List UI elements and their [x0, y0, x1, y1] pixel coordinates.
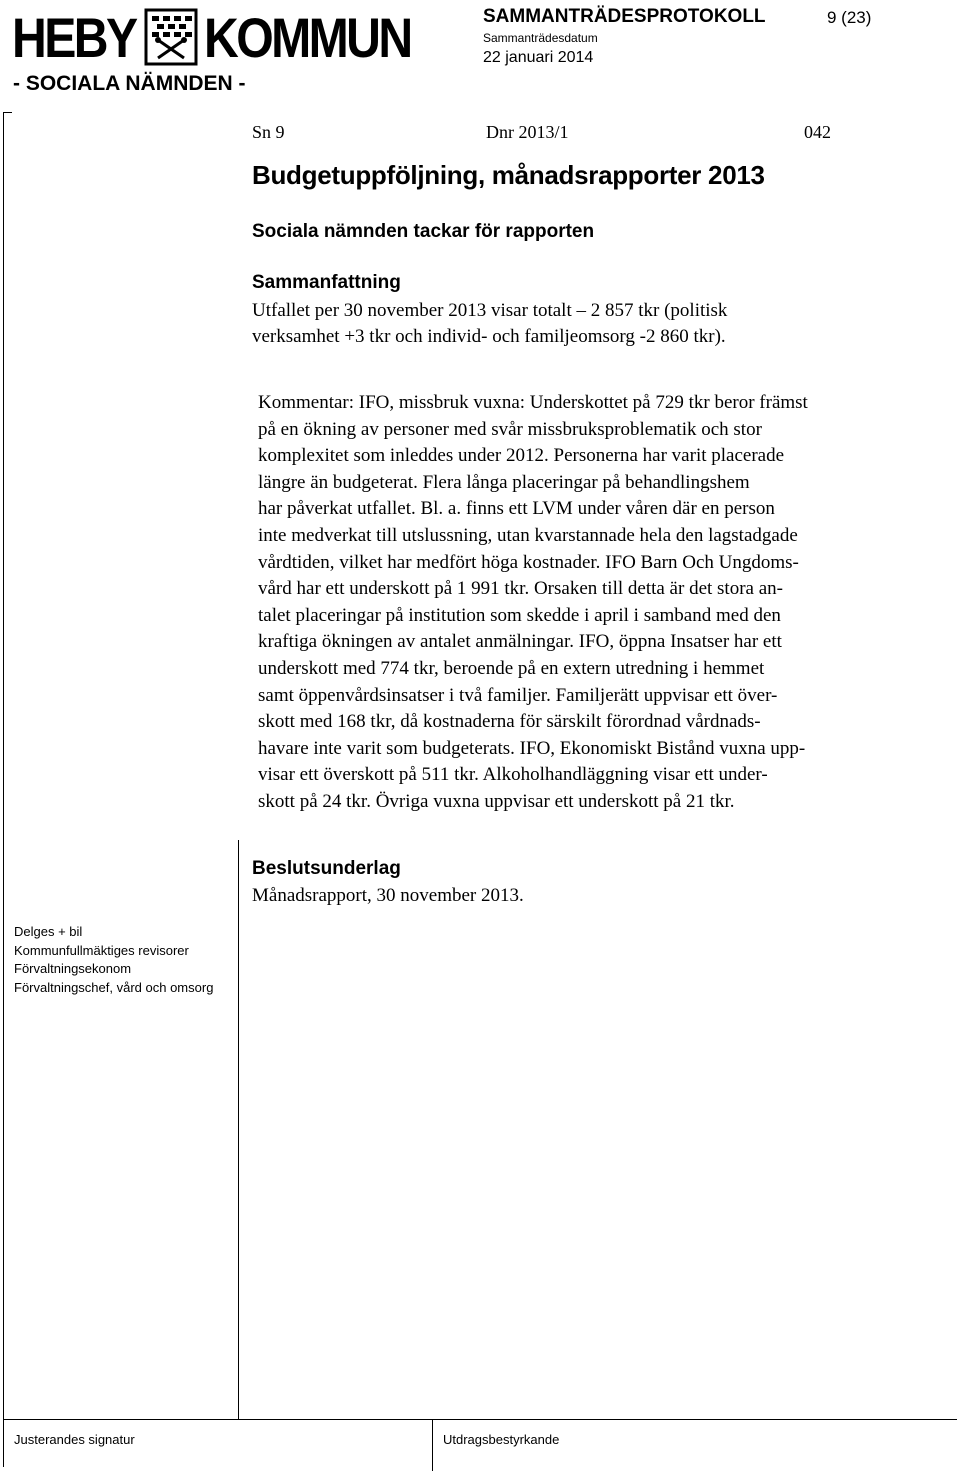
meeting-date-label: Sammanträdesdatum — [483, 31, 598, 45]
comment-line: havare inte varit som budgeterats. IFO, Ekonomiskt Bistånd vuxna upp- — [258, 737, 806, 759]
meeting-date: 22 januari 2014 — [483, 49, 594, 66]
basis-column-line — [238, 840, 239, 1420]
distribution-list — [14, 923, 213, 997]
comment-line: kraftiga ökningen av antalet anmälningar. IFO, öppna Insatser har ett — [258, 631, 782, 653]
distribution-item: Kommunfullmäktiges revisorer — [14, 942, 189, 958]
logo-text-right: KOMMUN — [203, 6, 411, 69]
left-margin-line — [3, 112, 4, 1467]
distribution-item: Förvaltningschef, vård och omsorg — [14, 979, 214, 995]
comment-line: skott på 24 tkr. Övriga vuxna uppvisar ett underskott på 21 tkr. — [258, 790, 735, 812]
comment-line: vård har ett underskott på 1 991 tkr. Orsaken till detta är det stora an- — [258, 578, 783, 600]
decision-text: Sociala nämnden tackar för rapporten — [252, 221, 595, 242]
comment-line: vårdtiden, vilket har medfört höga kostnader. IFO Barn Och Ungdoms- — [258, 551, 799, 573]
summary-text — [252, 298, 892, 350]
basis-text: Månadsrapport, 30 november 2013. — [252, 885, 524, 906]
footer-line — [3, 1419, 957, 1420]
distribution-item: Delges + bil — [14, 924, 83, 939]
comment-line: har påverkat utfallet. Bl. a. finns ett LVM under våren där en person — [258, 498, 775, 520]
summary-line: Utfallet per 30 november 2013 visar totalt – 2 857 tkr (politisk — [252, 300, 728, 321]
logo-text-left: HEBY — [12, 6, 136, 69]
summary-line: verksamhet +3 tkr och individ- och familjeomsorg -2 860 tkr). — [252, 326, 726, 347]
coat-of-arms-icon — [144, 8, 198, 66]
comment-line: samt öppenvårdsinsatser i två familjer. Familjerätt uppvisar ett över- — [258, 684, 778, 706]
extract-certification-label: Utdragsbestyrkande — [443, 1432, 560, 1447]
case-title: Budgetuppföljning, månadsrapporter 2013 — [252, 160, 765, 190]
archive-code: 042 — [804, 122, 831, 142]
distribution-item: Förvaltningsekonom — [14, 961, 132, 976]
comment-paragraph — [258, 390, 958, 816]
basis-heading: Beslutsunderlag — [252, 858, 401, 879]
comment-line: talet placeringar på institution som skedde i april i samband med den — [258, 604, 781, 626]
comment-line: komplexitet som inleddes under 2012. Personerna har varit placerade — [258, 445, 785, 467]
municipality-logo — [12, 4, 444, 69]
footer-center-divider — [432, 1419, 433, 1471]
comment-line: Kommentar: IFO, missbruk vuxna: Underskottet på 729 tkr beror främst — [258, 392, 808, 413]
comment-line: längre än budgeterat. Flera långa placeringar på behandlingshem — [258, 471, 750, 493]
comment-line: skott med 168 tkr, då kostnaderna för särskilt förordnad vårdnads- — [258, 711, 761, 733]
comment-line: underskott med 774 tkr, beroende på en extern utredning i hemmet — [258, 657, 765, 679]
diary-number: Dnr 2013/1 — [486, 122, 569, 142]
comment-line: visar ett överskott på 511 tkr. Alkoholhandläggning visar ett under- — [258, 764, 768, 786]
comment-line: inte medverkat till utslussning, utan kvarstannade hela den lagstadgade — [258, 524, 798, 546]
signature-label: Justerandes signatur — [14, 1432, 135, 1447]
document-type: SAMMANTRÄDESPROTOKOLL — [483, 6, 766, 27]
page-number: 9 (23) — [827, 8, 872, 27]
paragraph-number: Sn 9 — [252, 122, 285, 142]
comment-line: på en ökning av personer med svår missbruksproblematik och stor — [258, 418, 762, 440]
summary-heading: Sammanfattning — [252, 272, 401, 293]
header-divider-line — [3, 112, 12, 113]
unit-name: - SOCIALA NÄMNDEN - — [13, 72, 246, 95]
